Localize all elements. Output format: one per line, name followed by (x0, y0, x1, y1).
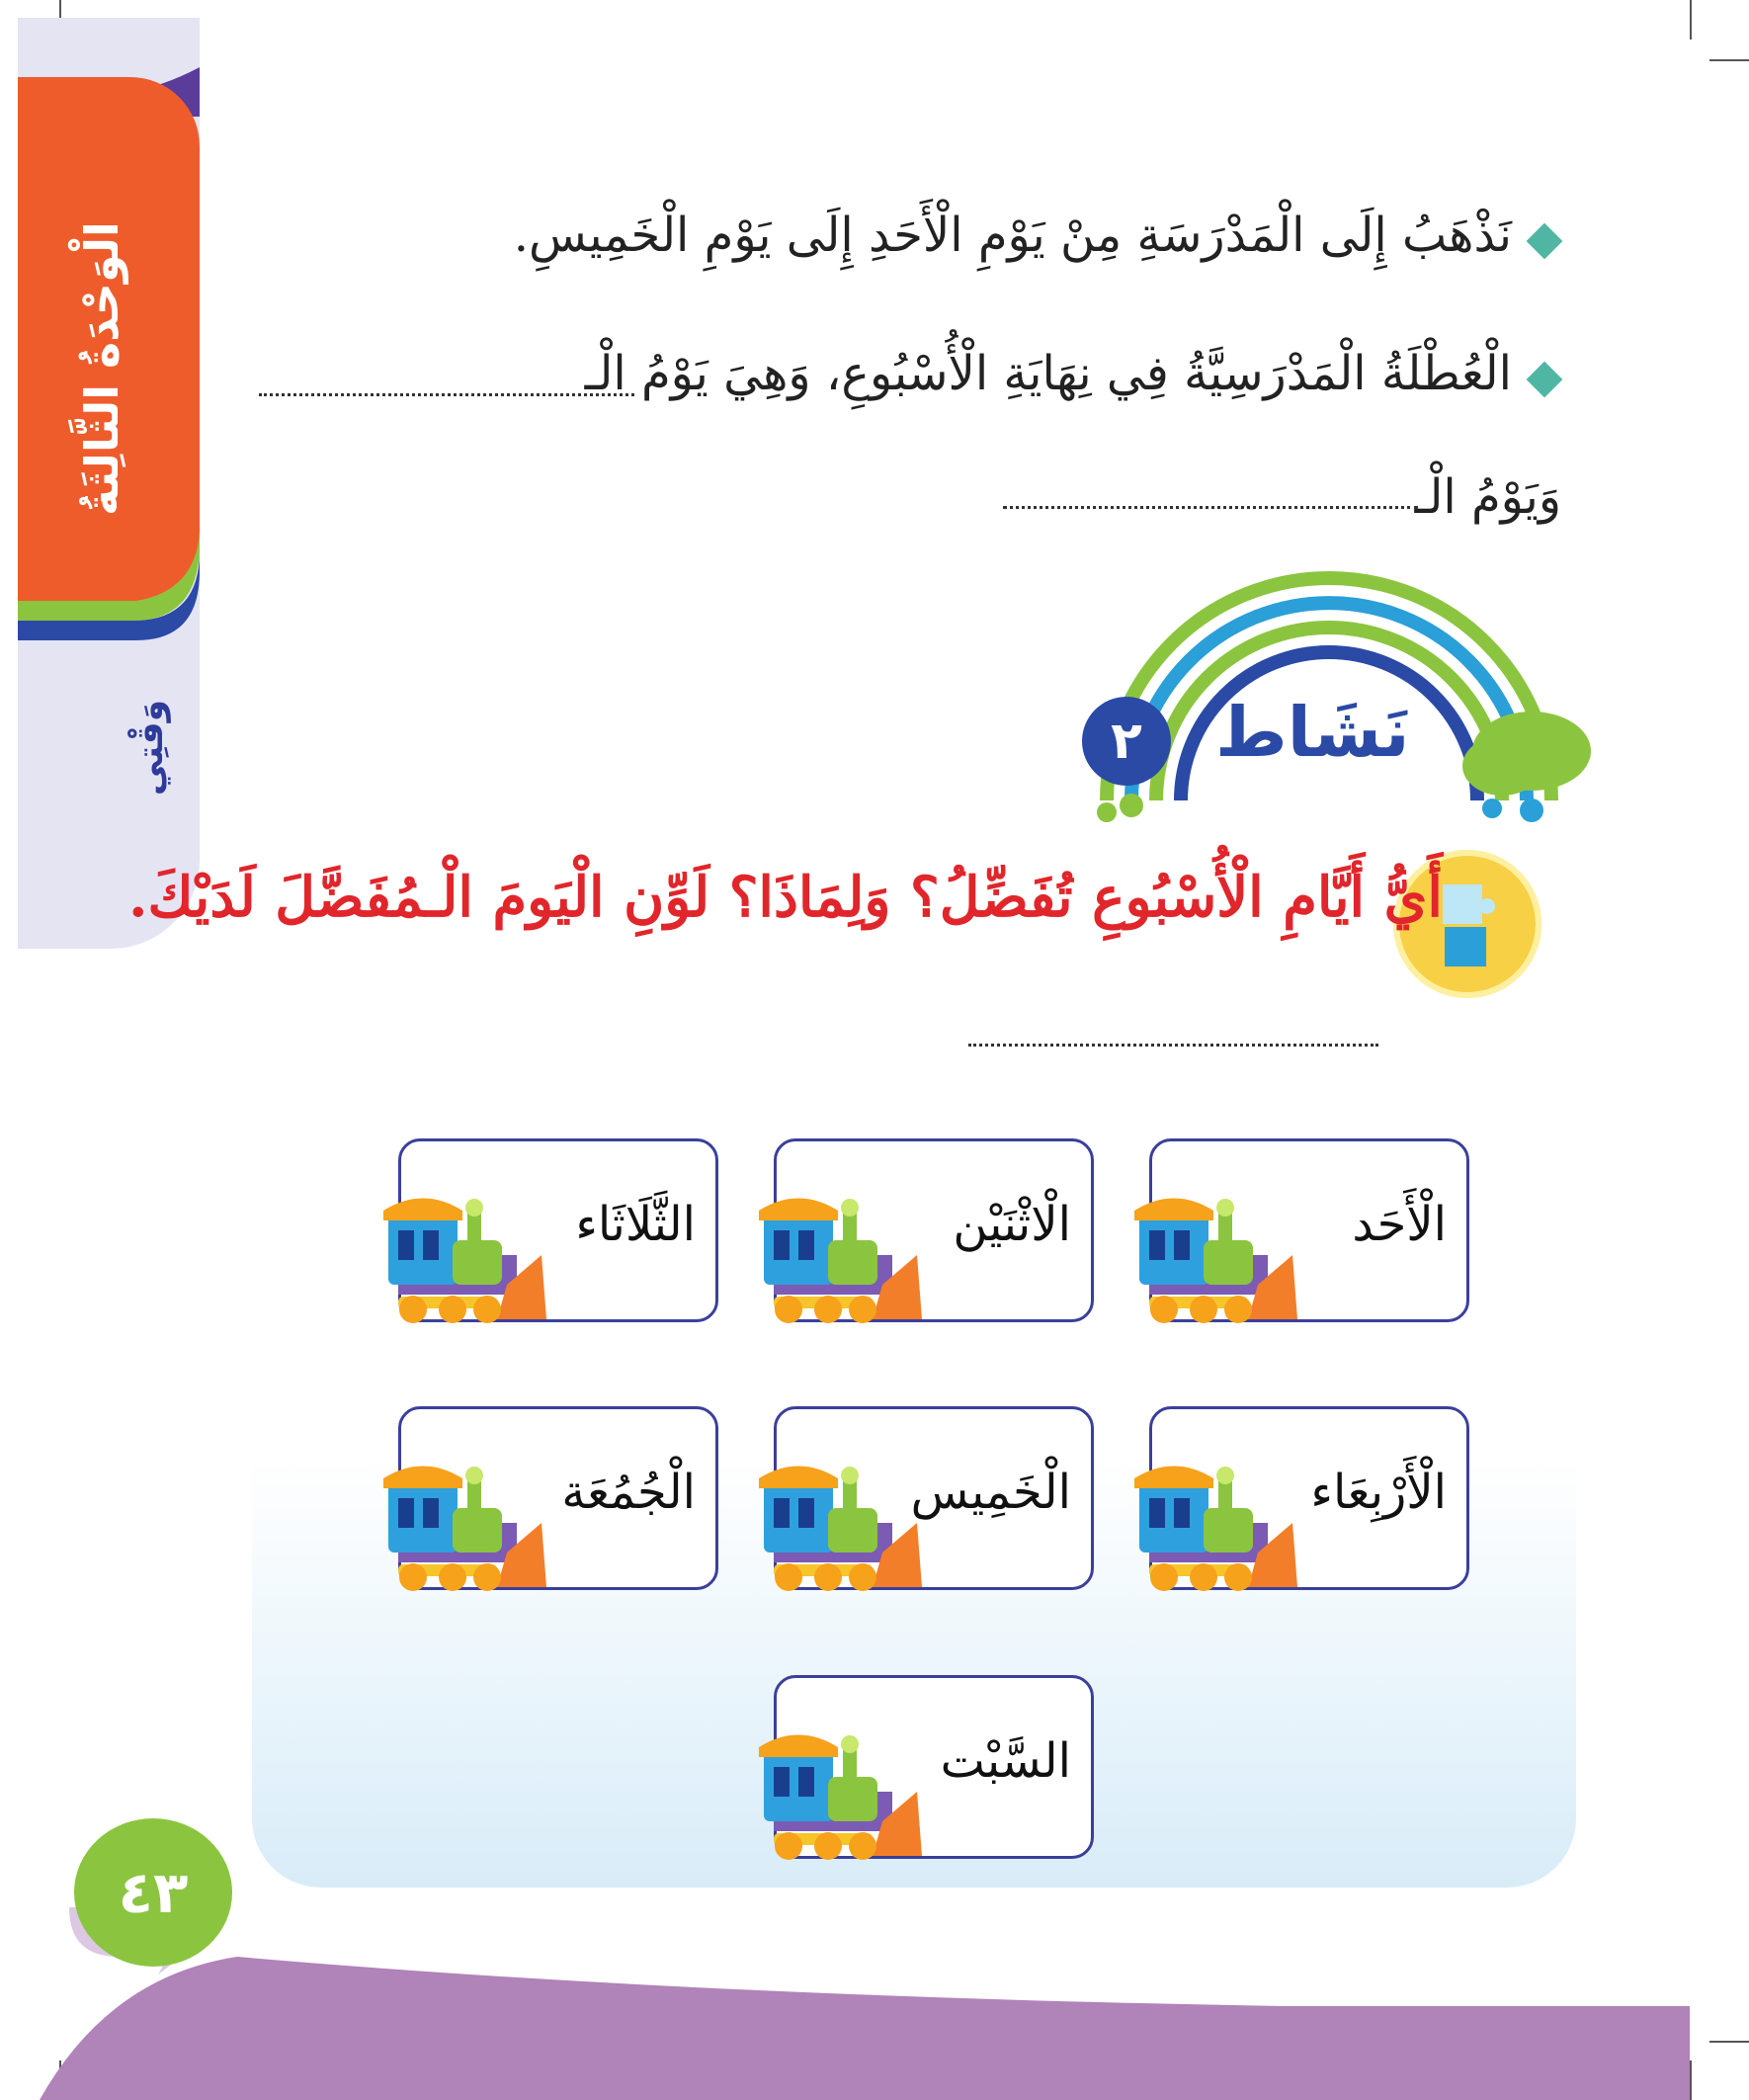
sentence-line-2: الْعُطْلَةُ الْمَدْرَسِيَّةُ فِي نِهَايَةِ الْأُسْبُوعِ، وَهِيَ يَوْمُ الْـ (584, 346, 1512, 401)
day-label: الْأَرْبِعَاء (1310, 1465, 1447, 1520)
train-icon[interactable] (1120, 1454, 1297, 1602)
unit-side-tab (18, 18, 200, 949)
day-label: الْاثْنَيْن (953, 1197, 1071, 1252)
sentence-line-1: نَذْهَبُ إِلَى الْمَدْرَسَةِ مِنْ يَوْمِ الْأَحَدِ إِلَى يَوْمِ الْخَمِيسِ. (513, 208, 1512, 263)
crop-mark (1690, 0, 1692, 40)
sentence-line-3: وَيَوْمُ الْـ (1414, 469, 1561, 525)
day-label: الْخَمِيس (910, 1465, 1071, 1520)
page-number: ٤٣ (74, 1818, 232, 1967)
answer-blank-3[interactable] (968, 1044, 1378, 1047)
unit-title: الْوَحْدَةُ الثَّالِثَةُ (75, 221, 128, 516)
bullet-icon (1527, 362, 1563, 398)
day-label: الثَّلَاثَاء (575, 1197, 696, 1252)
crop-mark (1709, 59, 1749, 61)
bottom-purple-band (0, 1917, 1749, 2100)
day-label: الْأَحَد (1352, 1197, 1447, 1252)
answer-blank-1[interactable] (259, 393, 634, 396)
train-icon[interactable] (1120, 1186, 1297, 1334)
answer-blank-2[interactable] (1003, 506, 1418, 509)
train-icon[interactable] (744, 1186, 922, 1334)
train-icon[interactable] (744, 1722, 922, 1871)
section-title: وَقْتِي (130, 700, 171, 797)
train-icon[interactable] (369, 1186, 546, 1334)
activity-title: نَشَاط (1215, 692, 1410, 773)
train-icon[interactable] (369, 1454, 546, 1602)
activity-number-badge: ٢ (1082, 697, 1171, 786)
train-icon[interactable] (744, 1454, 922, 1602)
day-label: الْجُمُعَة (561, 1465, 696, 1520)
day-label: السَّبْت (940, 1733, 1071, 1789)
bullet-icon (1527, 223, 1563, 260)
activity-question: أَيُّ أَيَّامِ الْأُسْبُوعِ تُفَضِّلُ؟ وَلِمَاذَا؟ لَوِّنِ الْيَومَ الْـمُفَضَّلَ لَدَيْكَ. (128, 865, 1443, 930)
